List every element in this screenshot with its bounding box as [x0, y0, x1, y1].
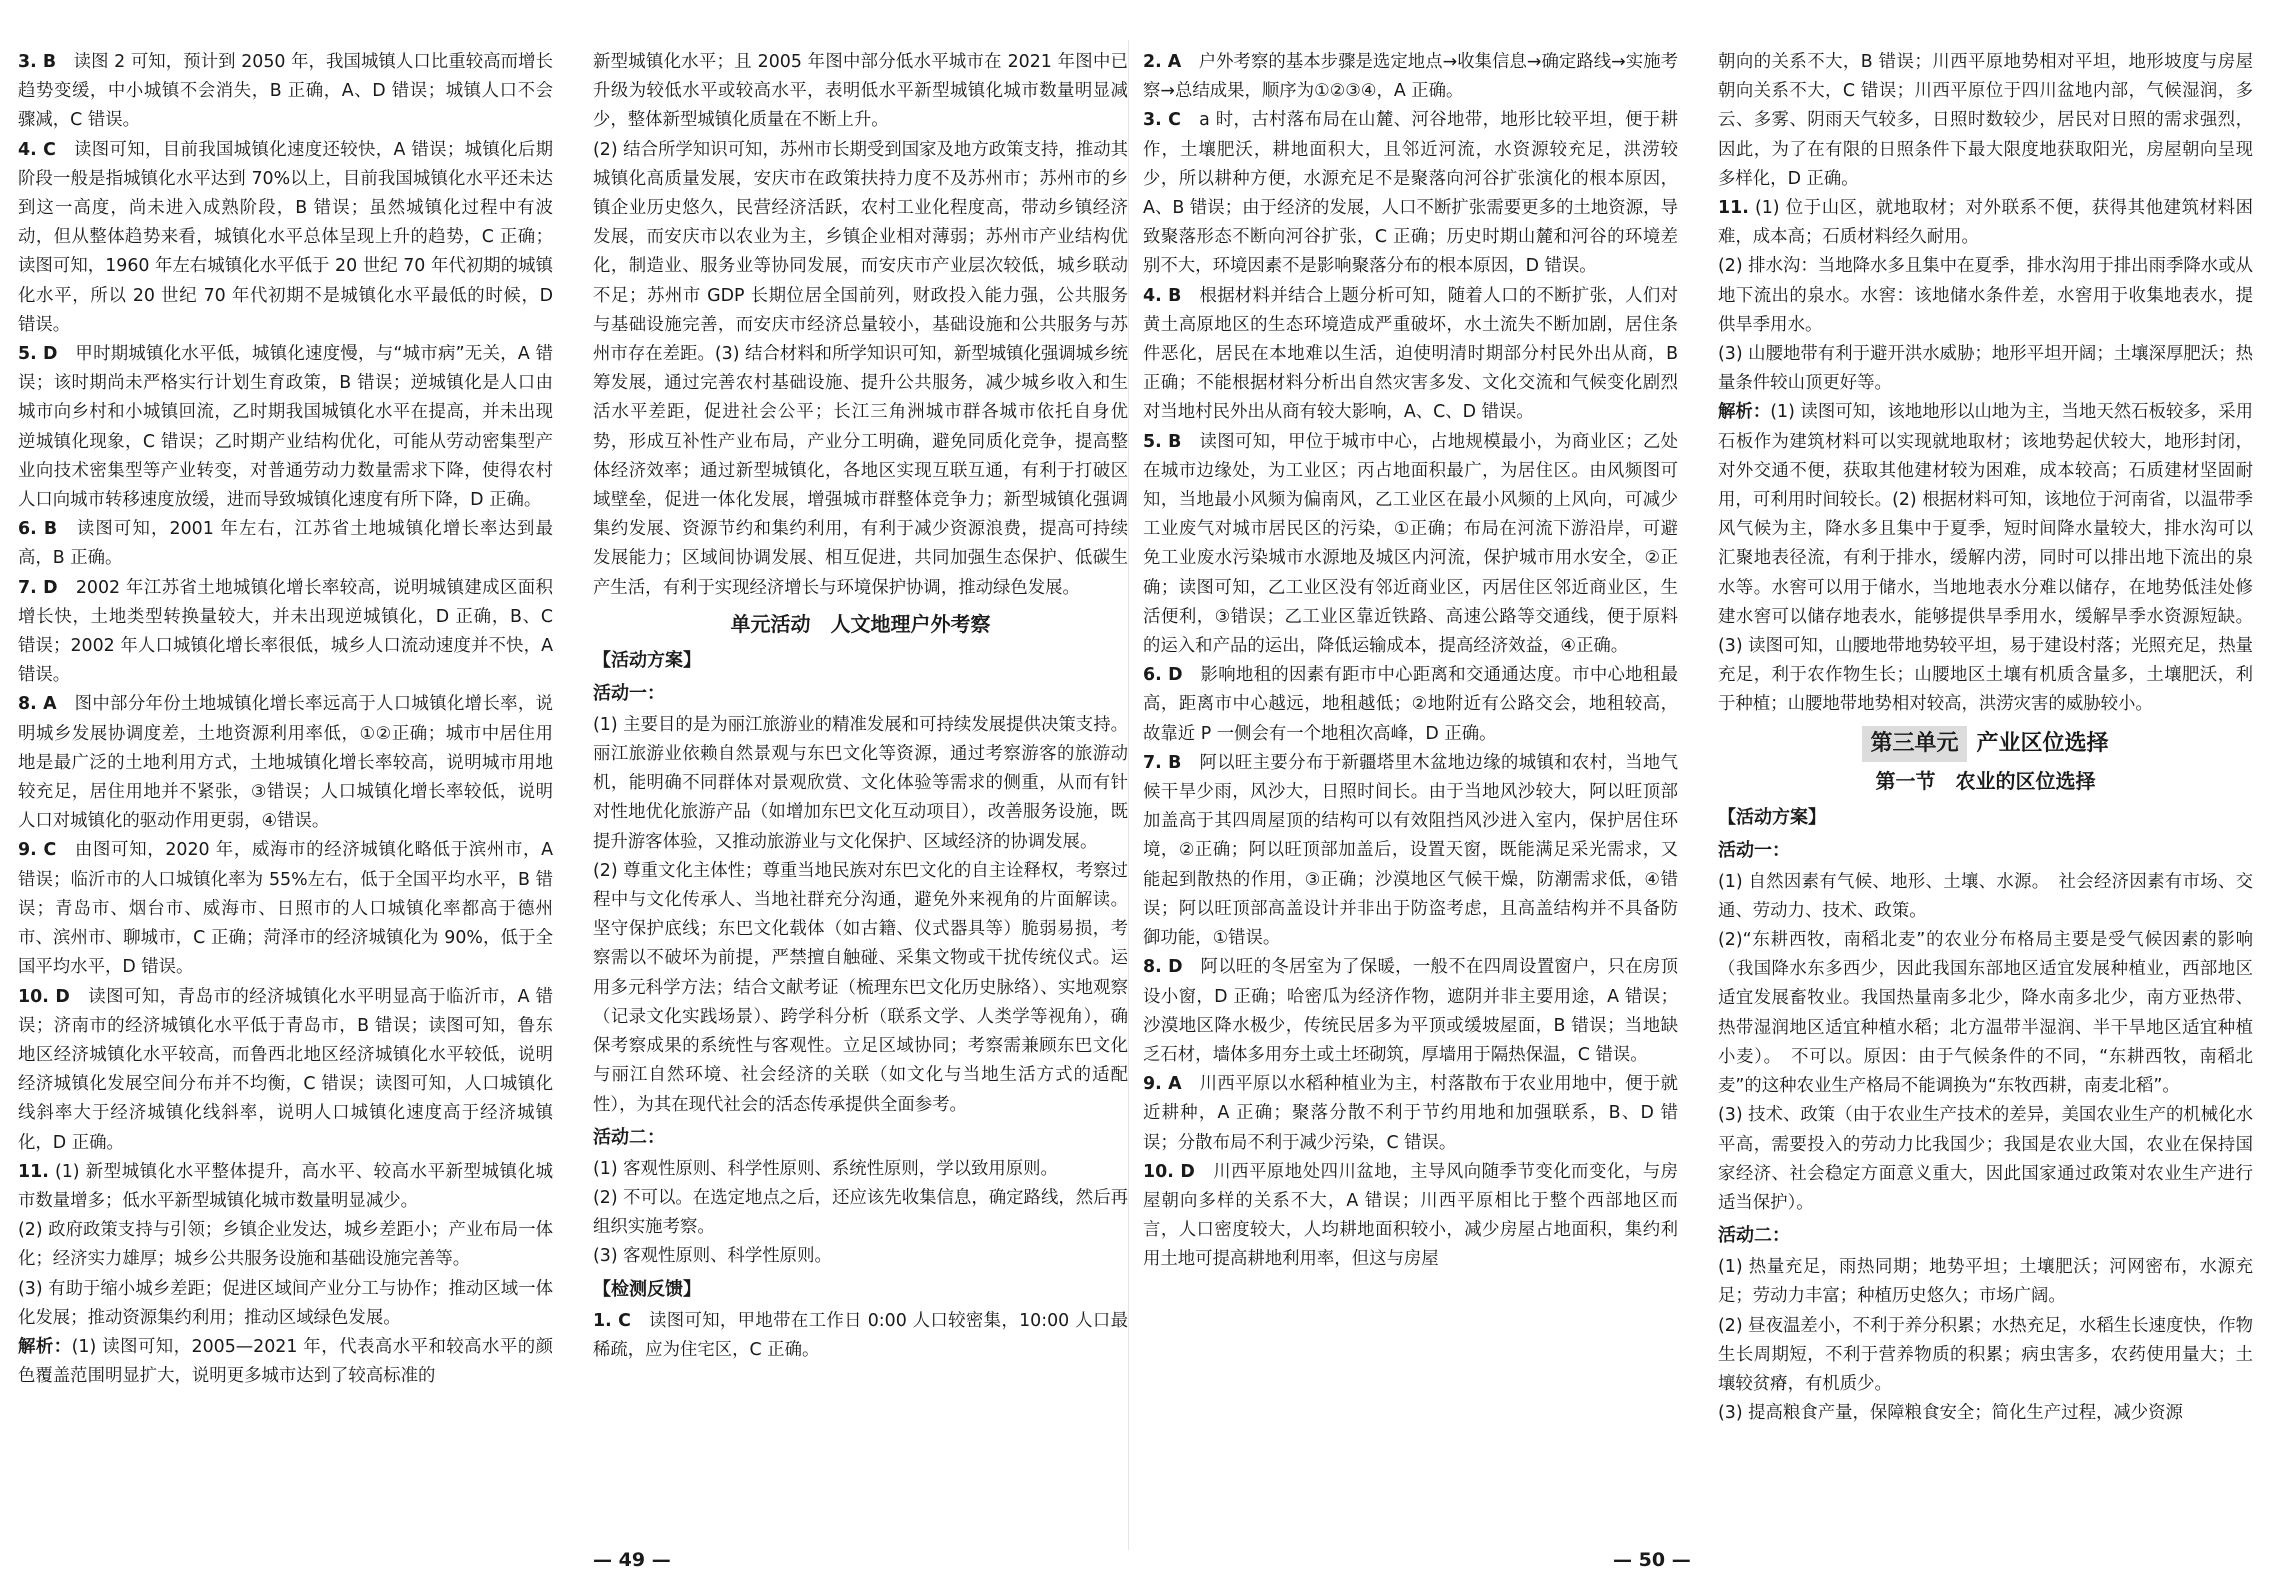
- answer-paragraph: 10. D 读图可知，青岛市的经济城镇化水平明显高于临沂市，A 错误；济南市的经济城镇化水平低于青岛市，B 错误；读图可知，鲁东地区经济城镇化水平较高，而鲁西北地区经济城镇化水平较低，说明经济城镇化发展空间分布并不均衡，C 错误；读图可知，人口城镇化线斜率大于经济城镇化线斜率，说明人口城镇化速度高于经济城镇化，D 正确。: [18, 986, 553, 1153]
- answer-paragraph: (3) 技术、政策（由于农业生产技术的差异，美国农业生产的机械化水平高，需要投入的劳动力比我国少；我国是农业大国，农业在保持国家经济、社会稳定方面意义重大，因此国家通过政策对农业生产进行适当保护）。: [1718, 1105, 2253, 1213]
- page-number-left: — 49 —: [593, 1549, 671, 1571]
- answer-paragraph: (2) 排水沟：当地降水多且集中在夏季，排水沟用于排出雨季降水或从地下流出的泉水。水窖：该地储水条件差，水窖用于收集地表水，提供旱季用水。: [1718, 256, 2253, 335]
- page-number-right-value: 50: [1638, 1549, 1666, 1571]
- answer-paragraph: 6. D 影响地租的因素有距市中心距离和交通通达度。市中心地租最高，距离市中心越远，地租越低；②地附近有公路交会，地租较高，故靠近 P 一侧会有一个地租次高峰，D 正确。: [1143, 665, 1678, 744]
- left-page: [18, 0, 1128, 1593]
- answer-paragraph: 4. B 根据材料并结合上题分析可知，随着人口的不断扩张，人们对黄土高原地区的生态环境造成严重破坏，水土流失不断加剧，居住条件恶化，居民在本地难以生活，迫使明清时期部分村民外出从商，B 正确；不能根据材料分析出自然灾害多发、文化交流和气候变化剧烈对当地村民外出从商有较大影响，A、C、D 错误。: [1143, 285, 1678, 423]
- answer-paragraph: (3) 提高粮食产量，保障粮食安全；简化生产过程，减少资源: [1718, 1403, 2183, 1424]
- feedback-items: [593, 1307, 1128, 1365]
- answer-paragraph: 新型城镇化水平；且 2005 年图中部分低水平城市在 2021 年图中已升级为较低水平或较高水平，表明低水平新型城镇化城市数量明显减少，整体新型城镇化质量在不断上升。: [593, 52, 1128, 131]
- answer-paragraph: (2)“东耕西牧，南稻北麦”的农业分布格局主要是受气候因素的影响（我国降水东多西少，因此我国东部地区适宜发展种植业，西部地区适宜发展畜牧业。我国热量南多北少，降水南多北少，南方亚热带、热带湿润地区适宜种植水稻；北方温带半湿润、半干旱地区适宜种植小麦）。 不可以。原因：由于气候条件的不同，“东耕西牧，南稻北麦”的这种农业生产格局不能调换为“东牧西耕，南麦北稻”。: [1718, 930, 2253, 1097]
- answer-paragraph: (2) 昼夜温差小，不利于养分积累；水热充足，水稻生长速度快，作物生长周期短，不利于营养物质的积累；病虫害多，农药使用量大；土壤较贫瘠，有机质少。: [1718, 1315, 2253, 1394]
- page-gutter: [1128, 40, 1129, 1550]
- answer-paragraph: 7. D 2002 年江苏省土地城镇化增长率较高，说明城镇建成区面积增长快，土地类型转换量较大，并未出现逆城镇化，D 正确，B、C 错误；2002 年人口城镇化增长率很低，城乡人口流动速度并不快，A 错误。: [18, 577, 553, 686]
- right-page-column-2: [1718, 48, 2253, 1428]
- activity-plan-heading: 【活动方案】: [593, 649, 701, 671]
- right-col2-items: [1718, 48, 2253, 720]
- answer-paragraph: 3. B 读图 2 可知，预计到 2050 年，我国城镇人口比重较高而增长趋势变缓，中小城镇不会消失，B 正确，A、D 错误；城镇人口不会骤减，C 错误。: [18, 52, 553, 131]
- answer-paragraph: 4. C 读图可知，目前我国城镇化速度还较快，A 错误；城镇化后期阶段一般是指城镇化水平达到 70%以上，目前我国城镇化水平还未达到这一高度，尚未进入成熟阶段，B 错误；虽然城镇化过程中有波动，但从整体趋势来看，城镇化水平总体呈现上升的趋势，C 正确；读图可知，1960 年左右城镇化水平低于 20 世纪 70 年代初期的城镇化水平，所以 20 世纪 70 年代初期不是城镇化水平最低的时候，D 错误。: [18, 139, 553, 335]
- answer-paragraph: (1) 自然因素有气候、地形、土壤、水源。 社会经济因素有市场、交通、劳动力、技术、政策。: [1718, 871, 2253, 921]
- answer-paragraph: 5. D 甲时期城镇化水平低，城镇化速度慢，与“城市病”无关，A 错误；该时期尚未严格实行计划生育政策，B 错误；逆城镇化是人口由城市向乡村和小城镇回流，乙时期我国城镇化水平在提高，并未出现逆城镇化现象，C 错误；乙时期产业结构优化，可能从劳动密集型产业向技术密集型等产业转变，对普通劳动力数量需求下降，使得农村人口向城市转移速度放缓，进而导致城镇化速度有所下降，D 正确。: [18, 344, 554, 511]
- answer-paragraph: 11. (1) 位于山区，就地取材；对外联系不便，获得其他建筑材料困难，成本高；石质材料经久耐用。: [1718, 198, 2253, 248]
- feedback-heading: 【检测反馈】: [593, 1278, 701, 1300]
- answer-paragraph: (1) 客观性原则、科学性原则、系统性原则，学以致用原则。: [593, 1158, 1058, 1179]
- answer-paragraph: 8. A 图中部分年份土地城镇化增长率远高于人口城镇化增长率，说明城乡发展协调度差，土地资源利用率低，①②正确；城市中居住用地是最广泛的土地利用方式，土地城镇化增长率较高，说明城市用地较充足，居住用地并不紧张，③错误；人口城镇化增长率较低，说明人口对城镇化的驱动作用更弱，④错误。: [18, 694, 553, 832]
- activity1-label: 活动一：: [593, 682, 665, 704]
- answer-paragraph: (2) 结合所学知识可知，苏州市长期受到国家及地方政策支持，推动其城镇化高质量发展，安庆市在政策扶持力度不及苏州市；苏州市的乡镇企业历史悠久，民营经济活跃，农村工业化程度高，带动乡镇经济发展，而安庆市以农业为主，乡镇企业相对薄弱；苏州市产业结构优化，制造业、服务业等协同发展，而安庆市产业层次较低，城乡联动不足；苏州市 GDP 长期位居全国前列，财政投入能力强，公共服务与基础设施完善，而安庆市经济总量较小，基础设施和公共服务与苏州市存在差距。(3) 结合材料和所学知识可知，新型城镇化强调城乡统筹发展，通过完善农村基础设施、提升公共服务，减少城乡收入和生活水平差距，促进社会公平；长江三角洲城市群各城市依托自身优势，形成互补性产业布局，产业分工明确，避免同质化竞争，提高整体经济效率；通过新型城镇化，各地区实现互联互通，有利于打破区域壁垒，促进一体化发展，增强城市群整体竞争力；新型城镇化强调集约发展、资源节约和集约利用，有利于减少资源浪费，提高可持续发展能力；区域间协调发展、相互促进，共同加强生态保护、低碳生产生活，有利于实现经济增长与环境保护协调，推动绿色发展。: [593, 139, 1128, 598]
- right-page: [1143, 0, 2253, 1593]
- answer-paragraph: 3. C a 时，古村落布局在山麓、河谷地带，地形比较平坦，便于耕作，土壤肥沃，耕地面积大，且邻近河流，水资源较充足，洪涝较少，所以耕种方便，水源充足不是聚落向河谷扩张演化的根本原因，A、B 错误；由于经济的发展，人口不断扩张需要更多的土地资源，导致聚落形态不断向河谷扩张，C 正确；历史时期山麓和河谷的环境差别不大，环境因素不是影响聚落分布的根本原因，D 错误。: [1143, 110, 1678, 277]
- answer-paragraph: 10. D 川西平原地处四川盆地，主导风向随季节变化而变化，与房屋朝向多样的关系不大，A 错误；川西平原相比于整个西部地区而言，人口密度较大，人均耕地面积较小，减少房屋占地面积，集约利用土地可提高耕地利用率，但这与房屋: [1143, 1161, 1678, 1270]
- answer-paragraph: (3) 山腰地带有利于避开洪水威胁；地形平坦开阔；土壤深厚肥沃；热量条件较山顶更好等。: [1718, 344, 2253, 394]
- right-col1-items: [1143, 48, 1678, 1275]
- answer-paragraph: 解析：(1) 读图可知，该地地形以山地为主，当地天然石板较多，采用石板作为建筑材料可以实现就地取材；该地势起伏较大，地形封闭，对外交通不便，获取其他建材较为困难，成本较高；石质建材坚固耐用，可利用时间较长。(2) 根据材料可知，该地位于河南省，以温带季风气候为主，降水多且集中于夏季，短时间降水量较大，排水沟可以汇聚地表径流，有利于排水，缓解内涝，同时可以排出地下流出的泉水等。水窖可以用于储水，当地地表水分难以储存，在地势低洼处修建水窖可以储存地表水，能够提供旱季用水，缓解旱季水资源短缺。(3) 读图可知，山腰地带地势较平坦，易于建设村落；光照充足，热量充足，利于农作物生长；山腰地区土壤有机质含量多，土壤肥沃，利于种植；山腰地带地势相对较高，洪涝灾害的威胁较小。: [1718, 402, 2253, 715]
- answer-paragraph: 朝向的关系不大，B 错误；川西平原地势相对平坦，地形坡度与房屋朝向关系不大，C 错误；川西平原位于四川盆地内部，气候湿润，多云、多雾、阴雨天气较多，日照时数较少，居民对日照的需求强烈，因此，为了在有限的日照条件下最大限度地获取阳光，房屋朝向呈现多样化，D 正确。: [1718, 52, 2253, 189]
- right-activity2-label: 活动二：: [1718, 1225, 1790, 1247]
- right-activity1-label: 活动一：: [1718, 839, 1790, 861]
- right-activity-plan-heading: 【活动方案】: [1718, 806, 1826, 828]
- answer-paragraph: (2) 不可以。在选定地点之后，还应该先收集信息，确定路线，然后再组织实施考察。: [593, 1187, 1128, 1238]
- activity2-label: 活动二：: [593, 1126, 665, 1148]
- right-activity2-items: [1718, 1253, 2253, 1428]
- activity2-items: [593, 1155, 1128, 1272]
- answer-paragraph: (2) 尊重文化主体性；尊重当地民族对东巴文化的自主诠释权，考察过程中与文化传承人、当地社群充分沟通，避免外来视角的片面解读。坚守保护底线；东巴文化载体（如古籍、仪式器具等）脆弱易损，考察需以不破坏为前提，严禁擅自触碰、采集文物或干扰传统仪式。运用多元科学方法；结合文献考证（梳理东巴文化历史脉络）、实地观察（记录文化实践场景）、跨学科分析（联系文学、人类学等视角），确保考察成果的系统性与客观性。立足区域协同；考察需兼顾东巴文化与丽江自然环境、社会经济的关联（如文化与当地生活方式的适配性），为其在现代社会的活态传承提供全面参考。: [593, 860, 1128, 1115]
- left-col2-items: [593, 48, 1128, 603]
- section-title: 第一节 农业的区位选择: [1875, 768, 2096, 793]
- answer-paragraph: (2) 政府政策支持与引领；乡镇企业发达，城乡差距小；产业布局一体化；经济实力雄厚；城乡公共服务设施和基础设施完善等。: [18, 1220, 553, 1270]
- answer-paragraph: 5. B 读图可知，甲位于城市中心，占地规模最小，为商业区；乙处在城市边缘处，为工业区；丙占地面积最广，为居住区。由风频图可知，当地最小风频为偏南风，乙工业区在最小风频的上风向，可减少工业废气对城市居民区的污染，①正确；布局在河流下游沿岸，可避免工业废水污染城市水源地及城区内河流，保护城市用水安全，②正确；读图可知，乙工业区没有邻近商业区，丙居住区邻近商业区，生活便利，③错误；乙工业区靠近铁路、高速公路等交通线，便于原料的运入和产品的运出，降低运输成本，提高经济效益，④正确。: [1143, 431, 1678, 657]
- left-col1-items: [18, 48, 553, 1391]
- left-page-column-1: [18, 48, 553, 1391]
- answer-paragraph: 解析：(1) 读图可知，2005—2021 年，代表高水平和较高水平的颜色覆盖范围明显扩大，说明更多城市达到了较高标准的: [18, 1336, 553, 1387]
- answer-paragraph: 9. A 川西平原以水稻种植业为主，村落散布于农业用地中，便于就近耕种，A 正确；聚落分散不利于节约用地和加强联系，B、D 错误；分散布局不利于减少污染，C 错误。: [1143, 1074, 1678, 1153]
- answer-paragraph: 2. A 户外考察的基本步骤是选定地点→收集信息→确定路线→实施考察→总结成果，顺序为①②③④，A 正确。: [1143, 52, 1678, 102]
- answer-paragraph: 8. D 阿以旺的冬居室为了保暖，一般不在四周设置窗户，只在房顶设小窗，D 正确；哈密瓜为经济作物，遮阴并非主要用途，A 错误；沙漠地区降水极少，传统民居多为平顶或缓坡屋面，B 错误；当地缺乏石材，墙体多用夯土或土坯砌筑，厚墙用于隔热保温，C 错误。: [1143, 957, 1678, 1065]
- unit-label: 第三单元: [1862, 726, 1966, 762]
- answer-paragraph: (3) 客观性原则、科学性原则。: [593, 1246, 832, 1267]
- page-number-right: — 50 —: [1613, 1549, 1691, 1571]
- answer-paragraph: 9. C 由图可知，2020 年，威海市的经济城镇化略低于滨州市，A 错误；临沂市的人口城镇化率为 55%左右，低于全国平均水平，B 错误；青岛市、烟台市、威海市、日照市的人口城镇化率都高于德州市、滨州市、聊城市，C 正确；菏泽市的经济城镇化为 90%，低于全国平均水平，D 错误。: [18, 840, 554, 978]
- activity-title: 单元活动 人文地理户外考察: [730, 611, 991, 636]
- unit-title: [1718, 726, 2253, 762]
- activity1-items: [593, 711, 1128, 1120]
- left-page-column-2: [593, 48, 1128, 1365]
- answer-paragraph: 7. B 阿以旺主要分布于新疆塔里木盆地边缘的城镇和农村，当地气候干旱少雨，风沙大，日照时间长。由于当地风沙较大，阿以旺顶部加盖高于其四周屋顶的结构可以有效阻挡风沙进入室内，保护居住环境，②正确；阿以旺顶部加盖后，设置天窗，既能满足采光需求，又能起到散热的作用，③正确；沙漠地区气候干燥，防潮需求低，④错误；阿以旺顶部高盖设计并非出于防盗考虑，且高盖结构并不具备防御功能，①错误。: [1143, 752, 1678, 949]
- answer-paragraph: (1) 主要目的是为丽江旅游业的精准发展和可持续发展提供决策支持。丽江旅游业依赖自然景观与东巴文化等资源，通过考察游客的旅游动机，能明确不同群体对景观欣赏、文化体验等需求的侧重，从而有针对性地优化旅游产品（如增加东巴文化互动项目），改善服务设施，既提升游客体验，又推动旅游业与文化保护、区域经济的协调发展。: [593, 714, 1128, 852]
- right-activity1-items: [1718, 868, 2253, 1218]
- right-page-column-1: [1143, 48, 1678, 1275]
- answer-paragraph: 11. (1) 新型城镇化水平整体提升，高水平、较高水平新型城镇化城市数量增多；低水平新型城镇化城市数量明显减少。: [18, 1161, 553, 1211]
- answer-paragraph: 6. B 读图可知，2001 年左右，江苏省土地城镇化增长率达到最高，B 正确。: [18, 519, 553, 569]
- page-number-left-value: 49: [618, 1549, 646, 1571]
- answer-paragraph: (1) 热量充足，雨热同期；地势平坦；土壤肥沃；河网密布，水源充足；劳动力丰富；种植历史悠久；市场广阔。: [1718, 1257, 2253, 1307]
- answer-paragraph: 1. C 读图可知，甲地带在工作日 0:00 人口较密集，10:00 人口最稀疏，应为住宅区，C 正确。: [593, 1310, 1128, 1360]
- unit-name: 产业区位选择: [1976, 730, 2109, 756]
- answer-paragraph: (3) 有助于缩小城乡差距；促进区域间产业分工与协作；推动区域一体化发展；推动资源集约利用；推动区域绿色发展。: [18, 1278, 553, 1328]
